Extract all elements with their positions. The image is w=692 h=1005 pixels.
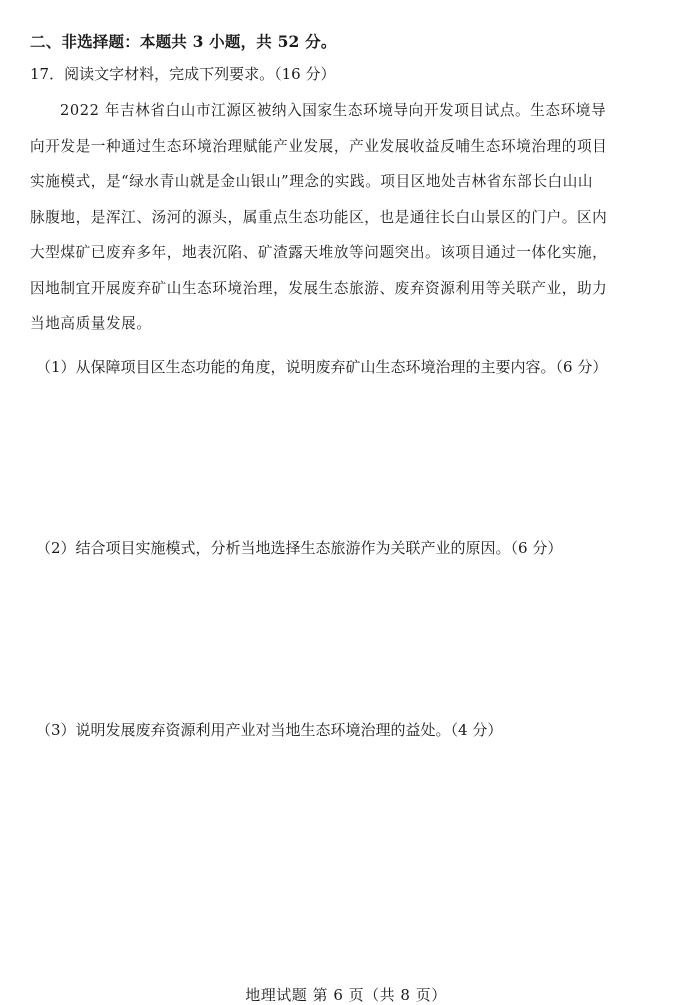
passage-line: 大型煤矿已废弃多年，地表沉陷、矿渣露天堆放等问题突出。该项目通过一体化实施， — [30, 244, 608, 261]
sub-question-3: （3）说明发展废弃资源利用产业对当地生态环境治理的益处。（4 分） — [36, 721, 503, 739]
page-footer: 地理试题 第 6 页（共 8 页） — [245, 986, 447, 1004]
sub-question-2: （2）结合项目实施模式，分析当地选择生态旅游作为关联产业的原因。（6 分） — [36, 539, 563, 557]
sub-question-1: （1）从保障项目区生态功能的角度，说明废弃矿山生态环境治理的主要内容。（6 分） — [36, 358, 608, 376]
passage-line: 2022 年吉林省白山市江源区被纳入国家生态环境导向开发项目试点。生态环境导 — [60, 102, 607, 119]
answer-area-3[interactable] — [36, 748, 656, 973]
answer-area-2[interactable] — [36, 566, 656, 711]
passage-line: 实施模式，是“绿水青山就是金山银山”理念的实践。项目区地处吉林省东部长白山山 — [30, 173, 594, 190]
answer-area-1[interactable] — [36, 385, 656, 530]
section-title: 二、非选择题：本题共 3 小题，共 52 分。 — [30, 32, 337, 51]
passage-line: 脉腹地，是浑江、汤河的源头，属重点生态功能区，也是通往长白山景区的门户。区内 — [30, 208, 608, 226]
passage — [30, 97, 662, 346]
passage-line: 向开发是一种通过生态环境治理赋能产业发展，产业发展收益反哺生态环境治理的项目 — [30, 137, 608, 155]
question-17-head: 17．阅读文字材料，完成下列要求。（16 分） — [30, 65, 336, 83]
passage-line: 因地制宜开展废弃矿山生态环境治理，发展生态旅游、废弃资源利用等关联产业，助力 — [30, 279, 608, 297]
passage-line: 当地高质量发展。 — [30, 315, 152, 332]
